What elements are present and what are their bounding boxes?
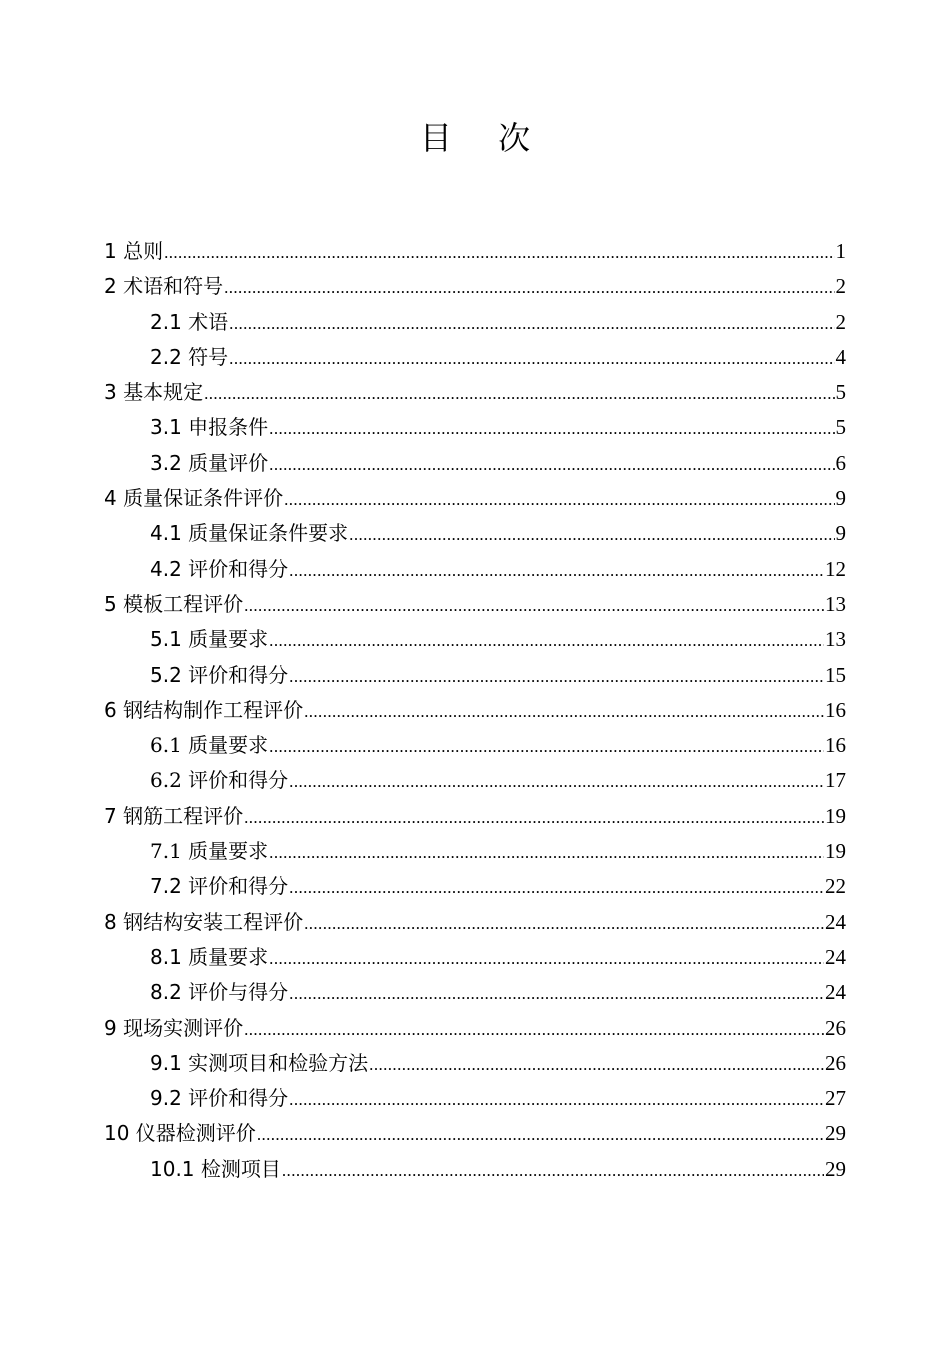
toc-dot-leader (289, 553, 824, 588)
toc-entry[interactable] (104, 234, 846, 269)
toc-entry[interactable] (104, 410, 846, 445)
toc-entry[interactable] (104, 622, 846, 657)
toc-entry-page-number: 13 (825, 627, 846, 652)
toc-entry-page-number: 12 (825, 556, 846, 581)
toc-entry[interactable] (104, 975, 846, 1010)
toc-entry[interactable] (104, 1011, 846, 1046)
toc-entry-label: 1 总则 (104, 239, 164, 263)
table-of-contents (104, 234, 846, 1187)
toc-entry[interactable] (104, 516, 846, 551)
toc-entry[interactable] (104, 446, 846, 481)
toc-entry-label: 8.2 评价与得分 (150, 980, 289, 1005)
toc-entry-label: 3 基本规定 (104, 380, 204, 405)
toc-dot-leader (224, 270, 834, 305)
toc-dot-leader (289, 1082, 824, 1117)
toc-entry-label: 3.1 申报条件 (150, 415, 269, 440)
toc-dot-leader (257, 1117, 824, 1152)
page-title: 目 次 (419, 119, 549, 157)
toc-entry-label: 10 仪器检测评价 (104, 1121, 256, 1146)
toc-entry[interactable] (104, 763, 846, 798)
toc-entry-page-number: 29 (825, 1156, 846, 1181)
toc-entry-page-number: 26 (825, 1050, 846, 1075)
toc-entry-page-number: 22 (825, 874, 846, 899)
toc-dot-leader (269, 729, 824, 764)
toc-dot-leader (229, 306, 834, 341)
toc-entry[interactable] (104, 658, 846, 693)
toc-entry-label: 6.2 评价和得分 (150, 768, 289, 793)
toc-entry-label: 5 模板工程评价 (104, 591, 244, 616)
toc-entry-page-number: 29 (825, 1121, 846, 1146)
toc-dot-leader (164, 235, 834, 270)
toc-dot-leader (289, 870, 824, 905)
toc-entry-label: 2.2 符号 (150, 344, 229, 369)
toc-entry-label: 10.1 检测项目 (150, 1156, 281, 1181)
toc-entry-page-number: 16 (825, 733, 846, 758)
toc-entry-page-number: 27 (825, 1086, 846, 1111)
toc-entry[interactable] (104, 799, 846, 834)
toc-entry-label: 2 术语和符号 (104, 274, 224, 299)
toc-entry-page-number: 26 (825, 1015, 846, 1040)
toc-entry-label: 2.1 术语 (150, 309, 229, 334)
toc-entry-page-number: 13 (825, 591, 846, 616)
toc-entry-label: 9.1 实测项目和检验方法 (150, 1050, 369, 1075)
toc-entry[interactable] (104, 728, 846, 763)
toc-entry-page-number: 17 (825, 768, 846, 793)
toc-entry-page-number: 1 (835, 239, 846, 263)
toc-entry[interactable] (104, 693, 846, 728)
toc-entry-page-number: 16 (825, 697, 846, 722)
toc-dot-leader (229, 341, 834, 376)
toc-entry-page-number: 2 (835, 309, 846, 334)
toc-dot-leader (349, 517, 834, 552)
toc-entry-page-number: 19 (825, 839, 846, 864)
toc-dot-leader (244, 1012, 824, 1047)
toc-entry[interactable] (104, 1116, 846, 1151)
toc-entry[interactable] (104, 834, 846, 869)
toc-entry-label: 5.2 评价和得分 (150, 662, 289, 687)
toc-dot-leader (269, 623, 824, 658)
toc-entry-label: 9 现场实测评价 (104, 1015, 244, 1040)
toc-entry-page-number: 9 (835, 486, 846, 511)
toc-entry[interactable] (104, 340, 846, 375)
toc-entry-page-number: 24 (825, 980, 846, 1005)
toc-entry[interactable] (104, 481, 846, 516)
toc-entry-page-number: 5 (835, 380, 846, 405)
toc-entry-page-number: 5 (835, 415, 846, 440)
toc-dot-leader (269, 411, 834, 446)
toc-entry[interactable] (104, 940, 846, 975)
toc-entry[interactable] (104, 1046, 846, 1081)
toc-entry-page-number: 24 (825, 944, 846, 969)
toc-entry-page-number: 6 (835, 450, 846, 475)
toc-entry-label: 6.1 质量要求 (150, 733, 269, 758)
toc-dot-leader (284, 482, 834, 517)
toc-entry-label: 8.1 质量要求 (150, 944, 269, 969)
toc-entry-label: 7 钢筋工程评价 (104, 803, 244, 828)
toc-entry-page-number: 19 (825, 803, 846, 828)
toc-entry-page-number: 4 (835, 344, 846, 369)
toc-entry-label: 9.2 评价和得分 (150, 1086, 289, 1111)
toc-entry[interactable] (104, 905, 846, 940)
toc-entry[interactable] (104, 1152, 846, 1187)
toc-entry[interactable] (104, 587, 846, 622)
toc-entry[interactable] (104, 269, 846, 304)
toc-entry-page-number: 15 (825, 662, 846, 687)
toc-entry-page-number: 24 (825, 909, 846, 934)
toc-entry-label: 4.2 评价和得分 (150, 556, 289, 581)
toc-entry[interactable] (104, 305, 846, 340)
toc-entry-label: 4.1 质量保证条件要求 (150, 521, 349, 546)
toc-dot-leader (244, 800, 824, 835)
toc-dot-leader (282, 1153, 824, 1188)
toc-dot-leader (289, 976, 824, 1011)
toc-entry-label: 4 质量保证条件评价 (104, 486, 284, 511)
toc-dot-leader (269, 835, 824, 870)
toc-entry-label: 7.1 质量要求 (150, 839, 269, 864)
toc-entry-page-number: 2 (835, 274, 846, 299)
toc-dot-leader (304, 694, 824, 729)
toc-entry[interactable] (104, 869, 846, 904)
toc-entry-label: 8 钢结构安装工程评价 (104, 909, 304, 934)
toc-dot-leader (369, 1047, 824, 1082)
toc-dot-leader (244, 588, 824, 623)
toc-entry-page-number: 9 (835, 521, 846, 546)
toc-entry-label: 7.2 评价和得分 (150, 874, 289, 899)
toc-entry[interactable] (104, 552, 846, 587)
toc-dot-leader (289, 764, 824, 799)
toc-entry[interactable] (104, 375, 846, 410)
toc-entry-label: 6 钢结构制作工程评价 (104, 697, 304, 722)
toc-entry-label: 5.1 质量要求 (150, 627, 269, 652)
toc-dot-leader (289, 659, 824, 694)
toc-dot-leader (204, 376, 834, 411)
toc-dot-leader (269, 941, 824, 976)
toc-dot-leader (304, 906, 824, 941)
toc-entry[interactable] (104, 1081, 846, 1116)
toc-dot-leader (269, 447, 834, 482)
toc-entry-label: 3.2 质量评价 (150, 450, 269, 475)
